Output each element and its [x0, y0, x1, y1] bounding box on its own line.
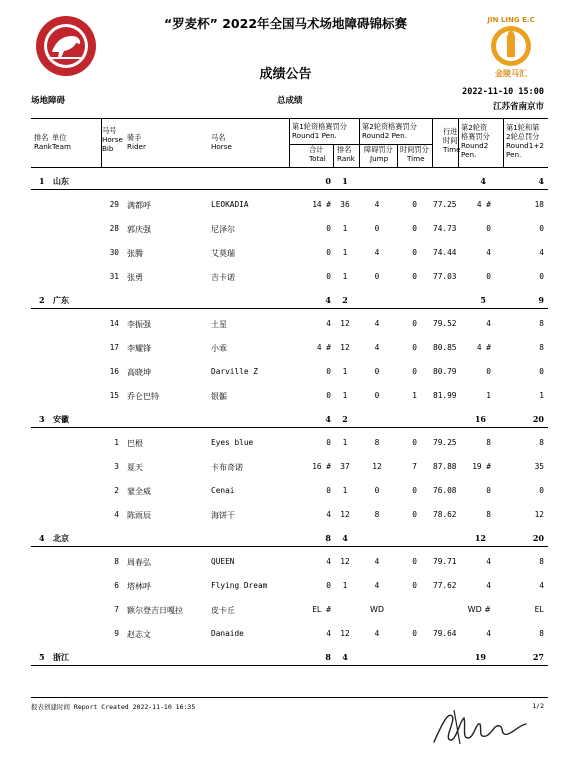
run-time: 79.64 [433, 629, 457, 638]
horse-name: 尼泽尔 [211, 225, 235, 234]
rider-bib: 3 [114, 462, 119, 471]
team-r2-pen: 16 [474, 414, 486, 424]
team-r2-pen: 5 [480, 295, 486, 305]
r2-pen: 0 [486, 367, 491, 376]
total-pen-header-1: 第1轮和第 [506, 123, 540, 132]
team-name: 广东 [53, 296, 69, 305]
total-pen: 8 [539, 557, 544, 566]
runtime-header-1: 行进 [443, 127, 458, 136]
rider-bib: 29 [109, 200, 119, 209]
total-pen-header-en2: Pen. [506, 150, 522, 159]
run-time: 81.99 [433, 391, 457, 400]
page-title: 成绩公告 [259, 67, 312, 82]
r2pen-header-1: 第2轮资 [461, 123, 488, 132]
total-pen: 12 [534, 510, 544, 519]
time-pen: 0 [412, 629, 417, 638]
team-rank: 5 [39, 652, 45, 662]
total-header-en: Total [309, 154, 326, 163]
r1-rank: 37 [340, 462, 350, 471]
run-time: 79.25 [433, 438, 457, 447]
r1-total: 0 [326, 581, 331, 590]
horse-name: 银骺 [211, 392, 227, 401]
horse-header: 马名 [211, 133, 226, 142]
time-pen: 0 [412, 272, 417, 281]
rider-row [31, 432, 548, 452]
horse-name: 卡布奇诺 [211, 463, 243, 472]
runtime-header-2: 时间 [443, 136, 458, 145]
rider-bib: 9 [114, 629, 119, 638]
time-pen: 0 [412, 438, 417, 447]
r1-rank: 1 [342, 391, 348, 400]
r1-total: 4 [326, 557, 331, 566]
jump-pen: 0 [374, 224, 380, 233]
r2-pen: 8 [486, 510, 491, 519]
signature-icon [430, 704, 530, 748]
time-pen: 0 [412, 510, 417, 519]
team-name: 安徽 [53, 415, 69, 424]
total-pen: 18 [534, 200, 544, 209]
r1-rank: 12 [340, 319, 350, 328]
time-pen: 0 [412, 224, 417, 233]
team-rank: 2 [39, 295, 45, 305]
total-pen: 8 [539, 438, 544, 447]
r2-pen: 19 # [472, 462, 491, 471]
rider-row [31, 623, 548, 643]
r2-pen: 8 [486, 438, 491, 447]
r2pen-header-en: Round2 [461, 141, 489, 150]
run-time: 77.25 [433, 200, 457, 209]
team-r1-rank: 2 [342, 295, 348, 305]
rider-row [31, 266, 548, 286]
time-pen: 7 [412, 462, 417, 471]
time-pen: 0 [412, 486, 417, 495]
run-time: 79.52 [433, 319, 457, 328]
rider-header: 骑手 [127, 133, 142, 142]
jump-pen: 4 [374, 319, 380, 328]
total-pen: 0 [539, 272, 544, 281]
rider-bib: 7 [114, 605, 119, 614]
team-r1-rank: 4 [342, 652, 348, 662]
rider-name: 乔仑巴特 [127, 392, 159, 401]
team-total-pen: 20 [532, 414, 544, 424]
r2-pen: 0 [486, 224, 491, 233]
team-row [31, 408, 548, 428]
jump-header: 障碍罚分 [364, 145, 393, 154]
jump-pen: 0 [374, 367, 380, 376]
club-logo-subtext: 金陵马汇 [495, 69, 527, 78]
team-total-pen: 27 [532, 652, 544, 662]
run-time: 79.71 [433, 557, 457, 566]
rider-name: 李耀锋 [127, 344, 151, 353]
rider-name: 额尔登吉日嘎拉 [127, 606, 183, 615]
time-pen: 0 [412, 200, 417, 209]
run-time: 77.03 [433, 272, 457, 281]
team-r2-pen: 19 [474, 652, 486, 662]
team-r2-pen: 12 [474, 533, 486, 543]
rider-row [31, 575, 548, 595]
time-pen: 0 [412, 581, 417, 590]
total-pen: 35 [534, 462, 544, 471]
rank-header: 排名 [34, 133, 49, 142]
phase-name: 总成绩 [277, 96, 303, 106]
r2-pen: 4 # [476, 200, 491, 209]
jump-pen: 8 [374, 438, 380, 447]
footer-divider [31, 697, 548, 698]
r1-rank: 12 [340, 510, 350, 519]
r1-rank: 12 [340, 343, 350, 352]
r2-pen: 1 [486, 391, 491, 400]
jump-pen: 0 [374, 272, 380, 281]
competition-title: “罗麦杯” 2022年全国马术场地障碍锦标赛 [163, 16, 408, 31]
time-pen-header-en: Time [407, 154, 425, 163]
r1-rank: 1 [342, 272, 348, 281]
team-rank: 1 [39, 176, 45, 186]
total-pen: 1 [539, 391, 544, 400]
rider-row [31, 194, 548, 214]
jump-pen: 4 [374, 581, 380, 590]
team-rank: 3 [39, 414, 45, 424]
r2-pen: 4 [486, 581, 491, 590]
team-header-en: Team [52, 142, 71, 151]
team-r1-total: 8 [325, 652, 331, 662]
club-logo-text: JIN LING E.C [487, 16, 535, 24]
rider-bib: 16 [109, 367, 119, 376]
horse-name: 海饼干 [211, 511, 235, 520]
team-r1-total: 0 [325, 176, 331, 186]
horse-name: 艾莫瑞 [211, 249, 235, 258]
r1-rank: 1 [342, 224, 348, 233]
run-time: 80.85 [433, 343, 457, 352]
round1-header-en: Round1 Pen. [292, 131, 337, 140]
total-pen-header-2: 2轮总罚分 [506, 132, 540, 141]
jump-pen: WD [369, 605, 385, 614]
time-pen-header: 时间罚分 [400, 145, 429, 154]
total-pen: EL [534, 605, 544, 614]
r2-pen: 0 [486, 272, 491, 281]
r2pen-header-en2: Pen. [461, 150, 477, 159]
horse-name: Flying Dream [211, 581, 268, 590]
r1-rank: 12 [340, 557, 350, 566]
rider-row [31, 337, 548, 357]
r2pen-header-2: 格赛罚分 [461, 132, 490, 141]
jump-pen: 0 [374, 391, 380, 400]
r1-total: 4 [326, 510, 331, 519]
table-header [31, 118, 548, 168]
horse-name: Cenai [211, 486, 235, 495]
horse-header-en: Horse [211, 142, 232, 151]
time-pen: 0 [412, 343, 417, 352]
r1-total: 16 # [312, 462, 331, 471]
jump-pen: 12 [372, 462, 382, 471]
horse-name: 土星 [211, 320, 227, 329]
jump-pen: 4 [374, 343, 380, 352]
r1-rank: 12 [340, 629, 350, 638]
r1-total: 4 [326, 319, 331, 328]
r1-rank: 1 [342, 248, 348, 257]
r2-pen: WD # [467, 605, 491, 614]
rider-bib: 15 [109, 391, 119, 400]
r1-total: 14 # [312, 200, 331, 209]
time-pen: 0 [412, 319, 417, 328]
rider-row [31, 480, 548, 500]
r1-total: 0 [326, 272, 331, 281]
rider-bib: 4 [114, 510, 119, 519]
team-total-pen: 20 [532, 533, 544, 543]
round1-header: 第1轮资格赛罚分 [292, 122, 347, 131]
r1-total: 0 [326, 248, 331, 257]
report-date: 2022-11-10 15:00 [462, 87, 544, 97]
r1-total: 0 [326, 224, 331, 233]
jump-pen: 4 [374, 200, 380, 209]
r2-pen: 4 [486, 319, 491, 328]
r1-rank-header: 排名 [337, 145, 352, 154]
r2-pen: 4 [486, 557, 491, 566]
r1-rank-header-en: Rank [337, 154, 355, 163]
team-r2-pen: 4 [480, 176, 486, 186]
total-pen: 0 [539, 367, 544, 376]
horse-name: Eyes blue [211, 438, 254, 447]
time-pen: 0 [412, 367, 417, 376]
total-pen: 0 [539, 224, 544, 233]
team-total-pen: 4 [538, 176, 544, 186]
r1-total: EL # [312, 605, 331, 614]
team-row [31, 527, 548, 547]
total-pen: 4 [539, 248, 544, 257]
time-pen: 1 [412, 391, 417, 400]
rider-name: 赵志文 [127, 630, 151, 639]
report-created: 报表创建时间 Report Created 2022-11-10 16:35 [31, 703, 196, 711]
run-time: 87.88 [433, 462, 457, 471]
team-name: 北京 [53, 534, 69, 543]
horse-name: QUEEN [211, 557, 235, 566]
r1-rank: 1 [342, 581, 348, 590]
run-time: 80.79 [433, 367, 457, 376]
run-time: 77.62 [433, 581, 457, 590]
rider-bib: 30 [109, 248, 119, 257]
rider-row [31, 551, 548, 571]
event-name: 场地障碍 [31, 96, 66, 106]
bib-header-en1: Horse [102, 135, 123, 144]
rider-row [31, 504, 548, 524]
jump-pen: 8 [374, 510, 380, 519]
rider-name: 满都呼 [127, 201, 151, 210]
rider-bib: 17 [109, 343, 119, 352]
team-r1-rank: 4 [342, 533, 348, 543]
jump-pen: 4 [374, 557, 380, 566]
jump-header-en: Jump [370, 154, 389, 163]
horse-name: LEOKADIA [211, 200, 249, 209]
run-time: 76.08 [433, 486, 457, 495]
rider-row [31, 385, 548, 405]
report-location: 江苏省南京市 [492, 102, 544, 112]
round2-header-en: Round2 Pen. [362, 131, 407, 140]
team-name: 浙江 [53, 653, 69, 662]
team-r1-rank: 2 [342, 414, 348, 424]
r1-rank: 1 [342, 367, 348, 376]
team-row [31, 170, 548, 190]
bib-header: 马号 [102, 126, 117, 135]
total-pen: 8 [539, 319, 544, 328]
team-name: 山东 [53, 177, 69, 186]
rider-bib: 8 [114, 557, 119, 566]
rider-name: 周春弘 [127, 558, 151, 567]
r1-total: 0 [326, 367, 331, 376]
r2-pen: 4 [486, 248, 491, 257]
total-header: 合计 [309, 145, 324, 154]
run-time: 78.62 [433, 510, 457, 519]
r1-rank: 1 [342, 438, 348, 447]
team-r1-rank: 1 [342, 176, 348, 186]
r1-rank: 1 [342, 486, 348, 495]
time-pen: 0 [412, 248, 417, 257]
horse-name: 小乖 [211, 344, 227, 353]
jump-pen: 0 [374, 486, 380, 495]
team-row [31, 646, 548, 666]
total-pen: 8 [539, 343, 544, 352]
r1-total: 0 [326, 438, 331, 447]
total-pen: 4 [539, 581, 544, 590]
horse-name: 吉卡诺 [211, 273, 235, 282]
horse-name: 皮卡丘 [211, 606, 235, 615]
horse-name: Danaide [211, 629, 244, 638]
runtime-header-en: Time [443, 145, 461, 154]
total-pen-header-en: Round1+2 [506, 141, 544, 150]
rider-header-en: Rider [127, 142, 146, 151]
rider-bib: 2 [114, 486, 119, 495]
rider-name: 塔林呼 [127, 582, 151, 591]
rider-row [31, 456, 548, 476]
rider-row [31, 242, 548, 262]
team-header: 单位 [52, 133, 67, 142]
r1-rank: 36 [340, 200, 350, 209]
team-r1-total: 8 [325, 533, 331, 543]
total-pen: 8 [539, 629, 544, 638]
rider-row [31, 218, 548, 238]
r2-pen: 0 [486, 486, 491, 495]
rider-bib: 28 [109, 224, 119, 233]
team-r1-total: 4 [325, 295, 331, 305]
r1-total: 4 [326, 629, 331, 638]
rider-bib: 14 [109, 319, 119, 328]
rider-row [31, 313, 548, 333]
run-time: 74.73 [433, 224, 457, 233]
team-total-pen: 9 [538, 295, 544, 305]
team-row [31, 289, 548, 309]
rider-name: 高晓坤 [127, 368, 151, 377]
r1-total: 0 [326, 391, 331, 400]
rider-bib: 1 [114, 438, 119, 447]
rider-bib: 6 [114, 581, 119, 590]
rider-name: 张勇 [127, 273, 143, 282]
jump-pen: 4 [374, 629, 380, 638]
time-pen: 0 [412, 557, 417, 566]
run-time: 74.44 [433, 248, 457, 257]
rider-name: 李振强 [127, 320, 151, 329]
page-number: 1/2 [532, 702, 544, 710]
r2-pen: 4 [486, 629, 491, 638]
r1-total: 4 # [316, 343, 331, 352]
horse-name: Darville Z [211, 367, 258, 376]
rider-row [31, 361, 548, 381]
rider-name: 蒙全威 [127, 487, 151, 496]
rider-name: 张腾 [127, 249, 143, 258]
r1-total: 0 [326, 486, 331, 495]
rider-name: 郭庆强 [127, 225, 151, 234]
r2-pen: 4 # [476, 343, 491, 352]
team-rank: 4 [39, 533, 45, 543]
rider-name: 夏天 [127, 463, 143, 472]
bib-header-en2: Bib [102, 144, 114, 153]
rider-row [31, 599, 548, 619]
jump-pen: 4 [374, 248, 380, 257]
round2-header: 第2轮资格赛罚分 [362, 122, 417, 131]
rank-header-en: Rank [34, 142, 52, 151]
rider-name: 巴根 [127, 439, 143, 448]
rider-bib: 31 [109, 272, 119, 281]
total-pen: 0 [539, 486, 544, 495]
team-r1-total: 4 [325, 414, 331, 424]
rider-name: 陈雨辰 [127, 511, 151, 520]
